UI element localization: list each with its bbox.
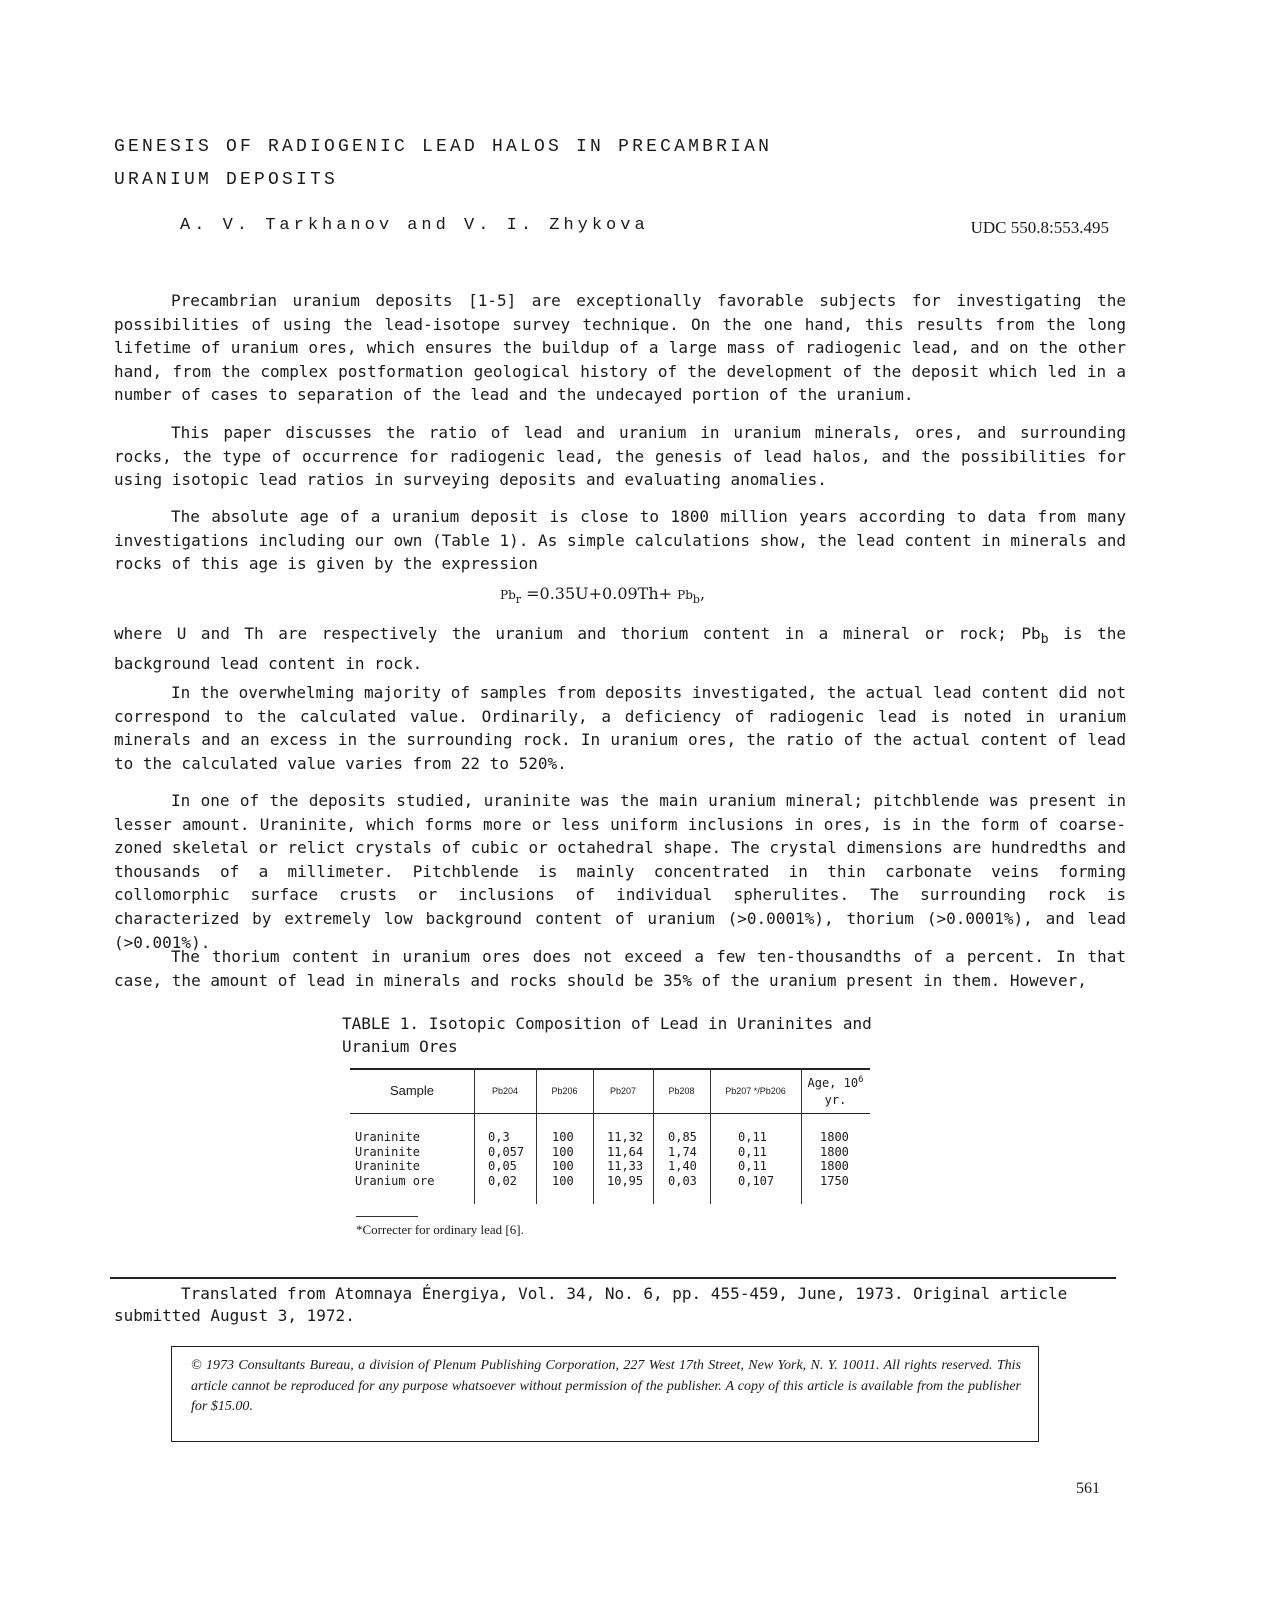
table-cell: 1750 <box>820 1173 849 1188</box>
table-cell: 100 <box>552 1130 574 1144</box>
lead-formula <box>500 584 705 606</box>
table-cell: 100 <box>552 1159 574 1173</box>
table-cell-sample: Uraninite <box>355 1130 421 1144</box>
table-cell-sample: Uranium ore <box>355 1173 435 1188</box>
article-title <box>114 131 772 197</box>
table-cell: 1,74 <box>668 1144 697 1159</box>
table-cell-sample: Uraninite <box>355 1144 421 1159</box>
table-cell: 11,33 <box>607 1159 644 1173</box>
title-line-2: URANIUM DEPOSITS <box>114 170 339 190</box>
header-pb208: Pb208 <box>668 1085 695 1096</box>
table-cell: 0,05 <box>488 1159 517 1173</box>
page-number: 561 <box>1076 1480 1100 1497</box>
header-age-exponent: 6 <box>858 1075 864 1085</box>
table-cell: 1,40 <box>668 1159 697 1173</box>
paragraph-1: Precambrian uranium deposits [1-5] are exceptionally favorable subjects for investigating the possibilities of using the lead-isotope survey technique. On the one hand, this results from the long lifetime of uranium ores, which ensures the buildup of a large mass of radiogenic lead, and on the other hand, from the complex postformation geological history of the development of the deposit which led in a number of cases to separation of the lead and the undecayed portion of the uranium. <box>114 291 1126 405</box>
paragraph-2: This paper discusses the ratio of lead and uranium in uranium minerals, ores, and surrounding rocks, the type of occurrence for radiogenic lead, the genesis of lead halos, and the possibilities for using isotopic lead ratios in surveying deposits and evaluating anomalies. <box>114 423 1126 490</box>
formula-rhs: =0.35U+0.09Th+ <box>526 584 673 603</box>
formula-lhs: Pb <box>500 588 516 602</box>
isotope-table <box>350 1068 870 1208</box>
paragraph-6: In one of the deposits studied, uraninite was the main uranium mineral; pitchblende was present in lesser amount. Uraninite, which forms more or less uniform inclusions in ores, is in the form of coarse-zoned skeletal or relict crystals of cubic or octahedral shape. The crystal dimensions are hundredths and thousands of a millimeter. Pitchblende is mainly concentrated in thin carbonate veins forming collomorphic surface crusts or inclusions of individual spherulites. The surrounding rock is characterized by extremely low background content of uranium (>0.0001%), thorium (>0.0001%), and lead (>0.001%). <box>114 791 1126 952</box>
table-cell: 0,02 <box>488 1173 517 1188</box>
table-header-rule <box>350 1113 870 1114</box>
table-footnote: *Correcter for ordinary lead [6]. <box>356 1222 524 1237</box>
paragraph-4-post: is the background lead content in rock. <box>114 624 1127 673</box>
table-cell: 0,03 <box>668 1173 697 1188</box>
table-cell: 0,11 <box>738 1144 767 1159</box>
table-cell: 1800 <box>820 1144 849 1159</box>
header-age <box>801 1068 870 1113</box>
table-cell: 0,3 <box>488 1130 510 1144</box>
paragraph-3: The absolute age of a uranium deposit is close to 1800 million years according to data from many investigations including our own (Table 1). As simple calculations show, the lead content in minerals and rocks of this age is given by the expression <box>114 507 1126 574</box>
paragraph-4-sub: b <box>1040 632 1049 648</box>
table-cell: 0,057 <box>488 1144 525 1159</box>
paragraph-4-pre: where U and Th are respectively the uranium and thorium content in a mineral or rock; Pb <box>114 624 1041 643</box>
paragraph-5: In the overwhelming majority of samples from deposits investigated, the actual lead content did not correspond to the calculated value. Ordinarily, a deficiency of radiogenic lead is noted in uranium minerals and an excess in the surrounding rock. In uranium ores, the ratio of the actual content of lead to the calculated value varies from 22 to 520%. <box>114 683 1126 773</box>
table-cell: 0,107 <box>738 1173 775 1188</box>
formula-lhs-sub: r <box>515 593 522 607</box>
header-pb204: Pb204 <box>491 1085 519 1096</box>
table-cell: 0,85 <box>668 1130 697 1144</box>
table-cell: 1800 <box>820 1130 849 1144</box>
table-cell: 10,95 <box>607 1173 644 1188</box>
table-cell: 11,64 <box>607 1144 644 1159</box>
table-cell: 0,11 <box>738 1159 767 1173</box>
table-cell-sample: Uraninite <box>355 1159 421 1173</box>
paragraph-7: The thorium content in uranium ores does not exceed a few ten-thousandths of a percent. In that case, the amount of lead in minerals and rocks should be 35% of the uranium present in them. However, <box>114 947 1126 990</box>
paragraph-4 <box>114 622 1126 675</box>
header-pb206: Pb206 <box>551 1085 578 1096</box>
table-cell: 100 <box>552 1144 574 1159</box>
footnote-rule <box>356 1216 418 1217</box>
header-pb-ratio: Pb207 */Pb206 <box>725 1085 786 1096</box>
translation-note: Translated from Atomnaya Énergiya, Vol. 34, No. 6, pp. 455-459, June, 1973. Original article submitted August 3, 1972. <box>114 1284 1068 1325</box>
table-cell: 0,11 <box>738 1130 767 1144</box>
authors: A. V. Tarkhanov and V. I. Zhykova <box>180 216 649 235</box>
formula-rhs-pb: Pb <box>677 588 693 602</box>
formula-end: , <box>699 584 706 603</box>
copyright-box <box>171 1346 1039 1442</box>
table-cell: 11,32 <box>607 1130 644 1144</box>
udc-code: UDC 550.8:553.495 <box>970 218 1109 237</box>
title-line-1: GENESIS OF RADIOGENIC LEAD HALOS IN PRECAMBRIAN <box>114 137 773 157</box>
header-pb207: Pb207 <box>609 1085 637 1096</box>
footer-separator <box>110 1277 1116 1279</box>
copyright-text: © 1973 Consultants Bureau, a division of Plenum Publishing Corporation, 227 West 17th Street, New York, N. Y. 10011. All rights reserved. This article cannot be reproduced for any purpose whatsoever without permission of the publisher. A copy of this article is available from the publisher for $15.00. <box>191 1358 1021 1414</box>
header-age-unit: yr. <box>824 1093 847 1107</box>
table-caption: TABLE 1. Isotopic Composition of Lead in Uraninites and Uranium Ores <box>342 1014 872 1056</box>
table-cell: 100 <box>552 1173 574 1188</box>
header-sample: Sample <box>389 1083 435 1098</box>
table-cell: 1800 <box>820 1159 849 1173</box>
formula-rhs-sub: b <box>692 593 700 607</box>
header-age-label: Age, 10 <box>807 1076 859 1090</box>
